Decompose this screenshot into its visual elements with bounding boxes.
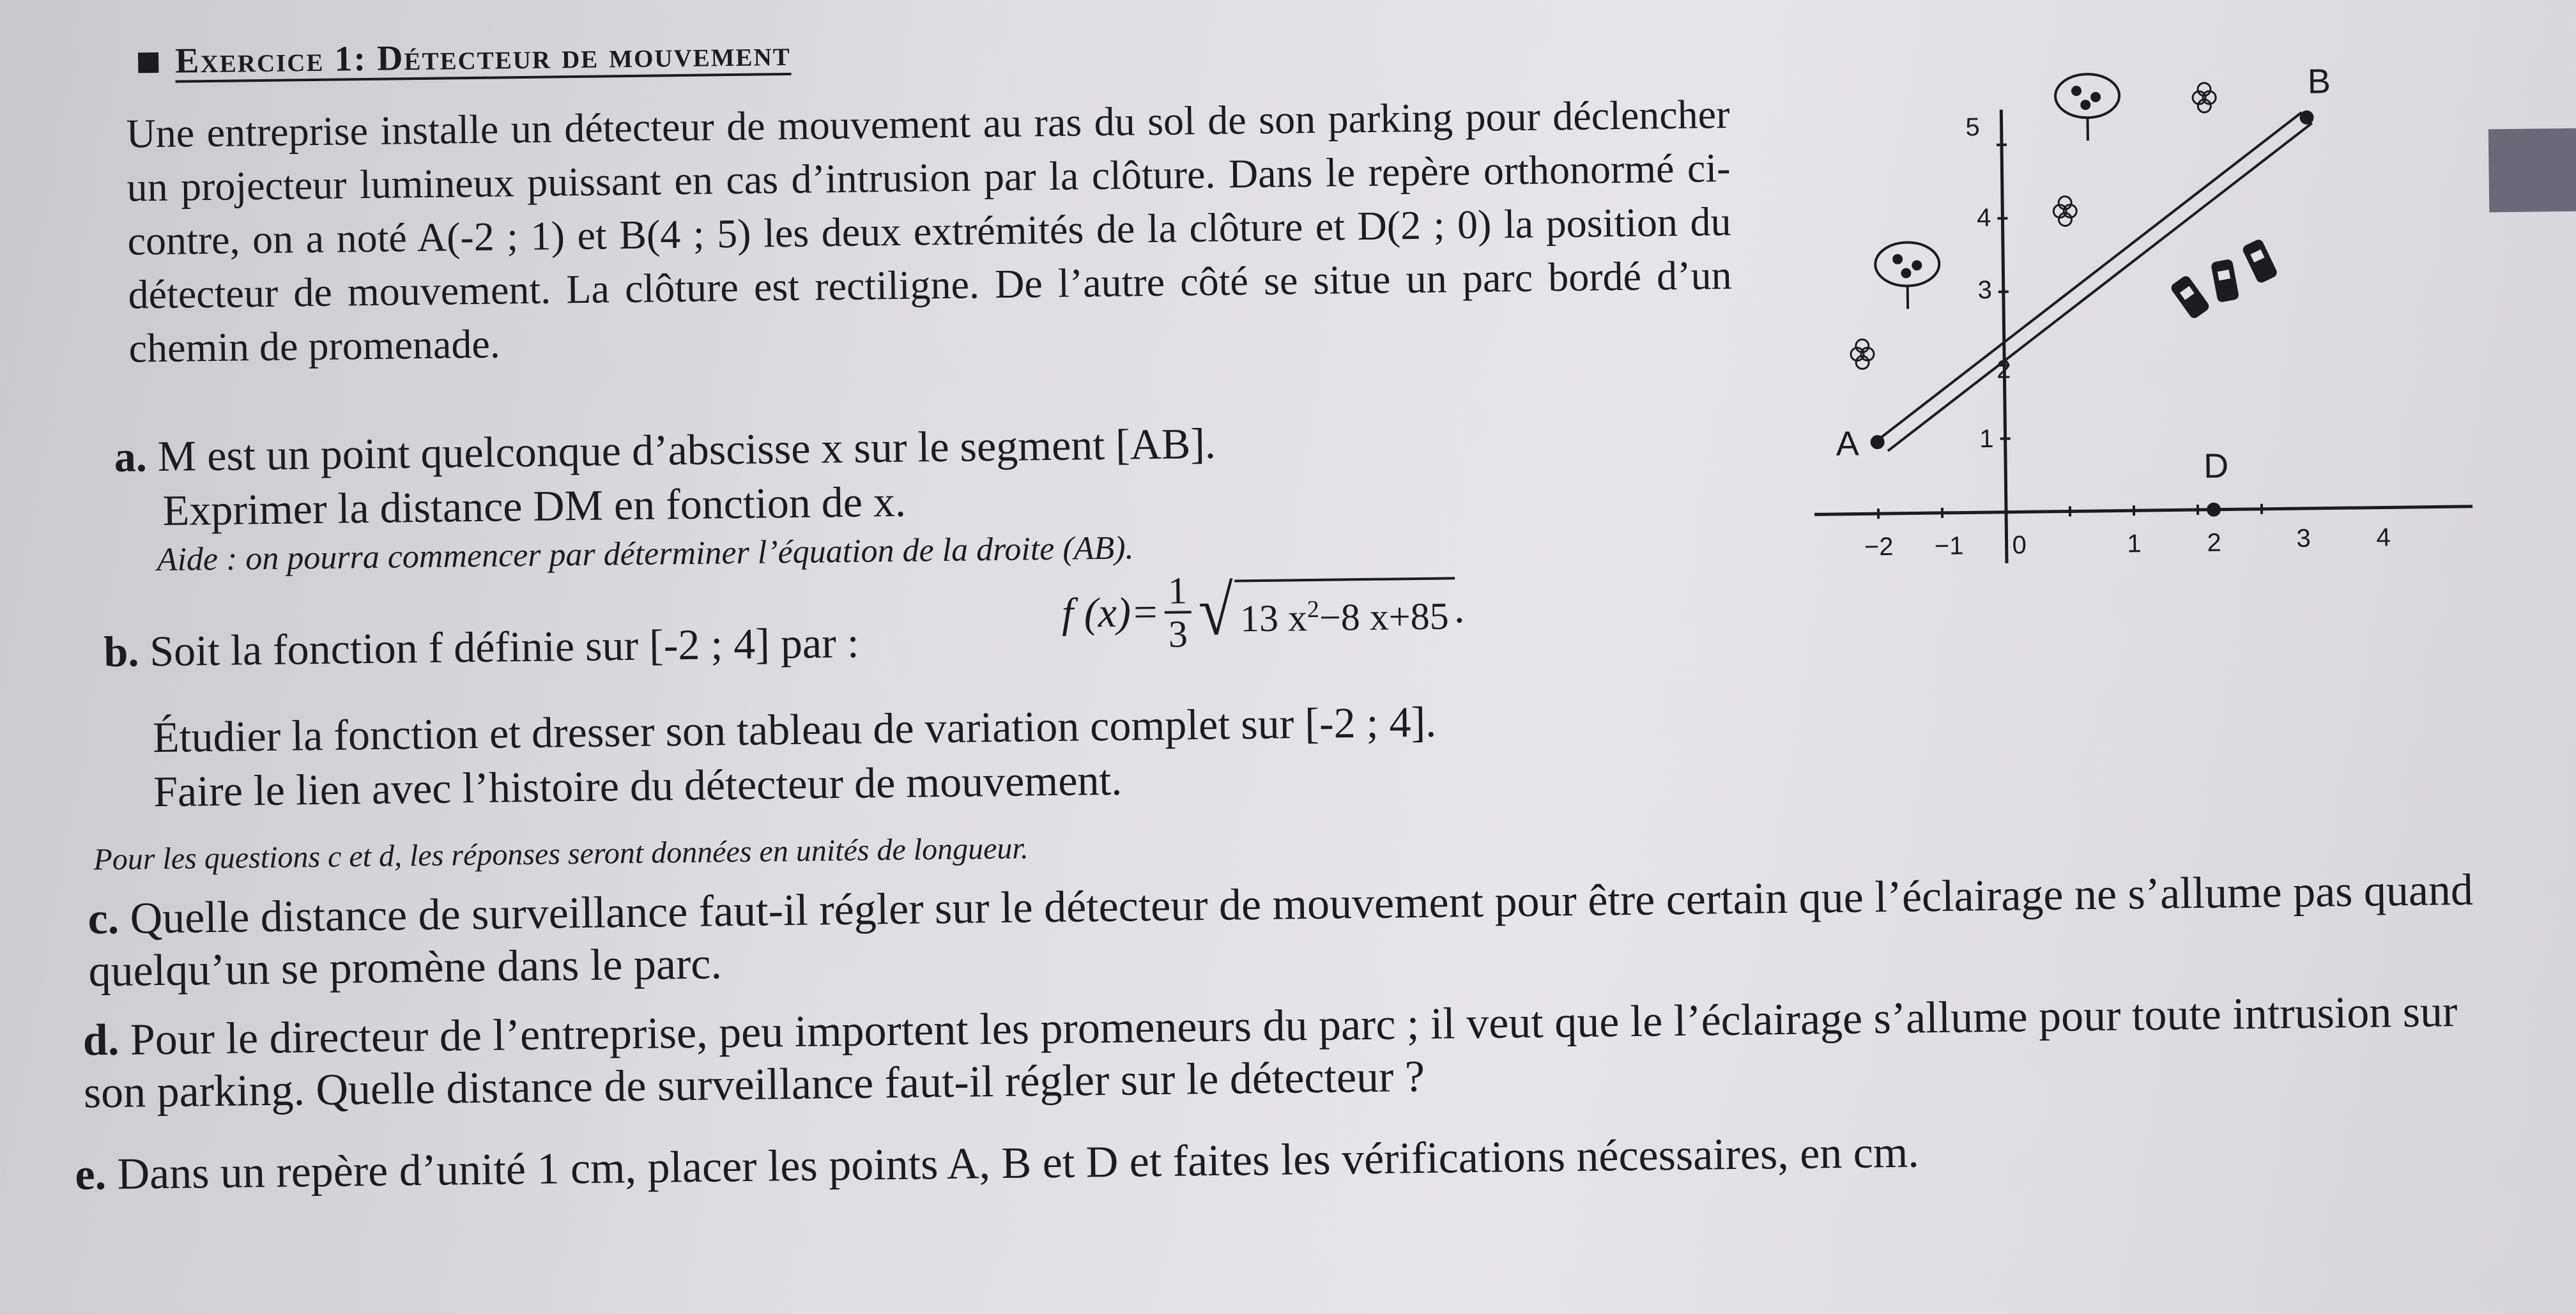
x-tick-label: 2 bbox=[2207, 528, 2222, 557]
question-e-text: Dans un repère d’unité 1 cm, placer les points A, B et D et faites les vérifications nécessaires, en cm. bbox=[117, 1127, 1920, 1199]
question-b bbox=[103, 616, 859, 678]
square-root bbox=[1196, 570, 1455, 650]
intro-text: Une entreprise installe un détecteur de mouvement au ras du sol de son parking pour déclencher un projecteur lumineux puissant en cas d’intrusion par la clôture. Dans le repère orthonormé ci-contre, on a noté A(-2 ; 1) et B(4 ; 5) les deux extrémités de la clôture et D(2 ; 0) la position du détecteur de mouvement. La clôture est rectiligne. De l’autre côté se situe un parc bordé d’un chemin de promenade. bbox=[126, 91, 1732, 371]
x-tick-label: 1 bbox=[2127, 530, 2142, 558]
x-tick-label: 4 bbox=[2376, 523, 2391, 552]
fraction-denominator: 3 bbox=[1168, 613, 1188, 655]
question-e bbox=[75, 1119, 2516, 1202]
y-tick-label: 3 bbox=[1977, 275, 1993, 305]
y-tick-label: 5 bbox=[1965, 113, 1980, 142]
question-d-text: Pour le directeur de l’entreprise, peu importent les promeneurs du parc ; il veut que le l’éclairage s’allume pour toute intrusion sur son parking. Quelle distance de surveillance faut-il régler sur le détecteur ? bbox=[83, 987, 2458, 1118]
x-tick-label: −2 bbox=[1864, 532, 1894, 562]
intro-paragraph bbox=[126, 88, 1733, 376]
formula-fraction bbox=[1164, 570, 1192, 655]
question-a-line2: Exprimer la distance DM en fonction de x. bbox=[162, 477, 907, 535]
exercise-title bbox=[138, 35, 791, 83]
radicand-term: 13 x bbox=[1239, 596, 1308, 639]
x-ticks bbox=[1878, 504, 2262, 519]
question-a-line1: M est un point quelconque d’abscisse x sur le segment [AB]. bbox=[157, 418, 1216, 481]
x-tick-label: 0 bbox=[2012, 531, 2027, 560]
question-b-line3: Faire le lien avec l’histoire du détecteur de mouvement. bbox=[153, 755, 1123, 816]
note-units: Pour les questions c et d, les réponses seront données en unités de longueur. bbox=[93, 831, 1029, 877]
point-d bbox=[2207, 503, 2221, 517]
radicand bbox=[1234, 577, 1455, 644]
question-a bbox=[114, 416, 1216, 484]
coordinate-diagram bbox=[1790, 47, 2486, 592]
bullet-square-icon bbox=[138, 52, 158, 73]
formula-end: . bbox=[1455, 585, 1466, 632]
question-c bbox=[88, 864, 2504, 998]
question-d bbox=[82, 985, 2524, 1120]
point-d-label: D bbox=[2203, 447, 2229, 485]
point-a-label: A bbox=[1836, 424, 1860, 463]
y-axis bbox=[2001, 110, 2007, 563]
question-b-label: b. bbox=[103, 627, 139, 676]
margin-tab bbox=[2488, 128, 2576, 213]
tree-icon bbox=[1875, 242, 1940, 309]
question-d-label: d. bbox=[82, 1015, 119, 1066]
point-b-label: B bbox=[2307, 62, 2331, 101]
radicand-rest: −8 x+85 bbox=[1319, 594, 1450, 639]
fraction-numerator: 1 bbox=[1164, 570, 1192, 614]
point-b bbox=[2299, 111, 2313, 125]
flower-icon bbox=[2193, 83, 2216, 112]
page-margin bbox=[2487, 0, 2576, 1283]
flower-icon bbox=[2053, 196, 2077, 225]
question-c-text: Quelle distance de surveillance faut-il régler sur le détecteur de mouvement pour être certain que l’éclairage ne s’allume pas quand quelqu’un se promène dans le parc. bbox=[88, 865, 2474, 997]
formula-lhs: f (x)= bbox=[1061, 588, 1160, 637]
exercise-title-text: Exercice 1: Détecteur de mouvement bbox=[175, 35, 791, 83]
fence-line bbox=[1873, 112, 2305, 440]
y-tick-label: 1 bbox=[1979, 424, 1994, 454]
y-tick-label: 4 bbox=[1976, 203, 1991, 233]
question-c-label: c. bbox=[88, 894, 119, 944]
function-formula bbox=[1061, 567, 1466, 656]
radical-sign-icon: √ bbox=[1197, 570, 1234, 650]
question-a-label: a. bbox=[114, 432, 148, 481]
x-tick-label: −1 bbox=[1934, 531, 1964, 561]
question-b-line2: Étudier la fonction et dresser son tableau de variation complet sur [-2 ; 4]. bbox=[152, 697, 1437, 762]
x-tick-label: 3 bbox=[2296, 524, 2311, 553]
x-axis bbox=[1814, 507, 2472, 515]
y-tick-label: 2 bbox=[1996, 355, 2011, 384]
tree-icon bbox=[2055, 73, 2120, 141]
fence-line bbox=[1884, 123, 2316, 454]
radicand-exponent: 2 bbox=[1307, 595, 1320, 623]
hint-text: Aide : on pourra commencer par déterminer l’équation de la droite (AB). bbox=[157, 530, 1134, 579]
flower-icon bbox=[1851, 339, 1874, 369]
question-e-label: e. bbox=[75, 1150, 107, 1200]
question-b-text: Soit la fonction f définie sur [-2 ; 4] par : bbox=[149, 618, 860, 676]
